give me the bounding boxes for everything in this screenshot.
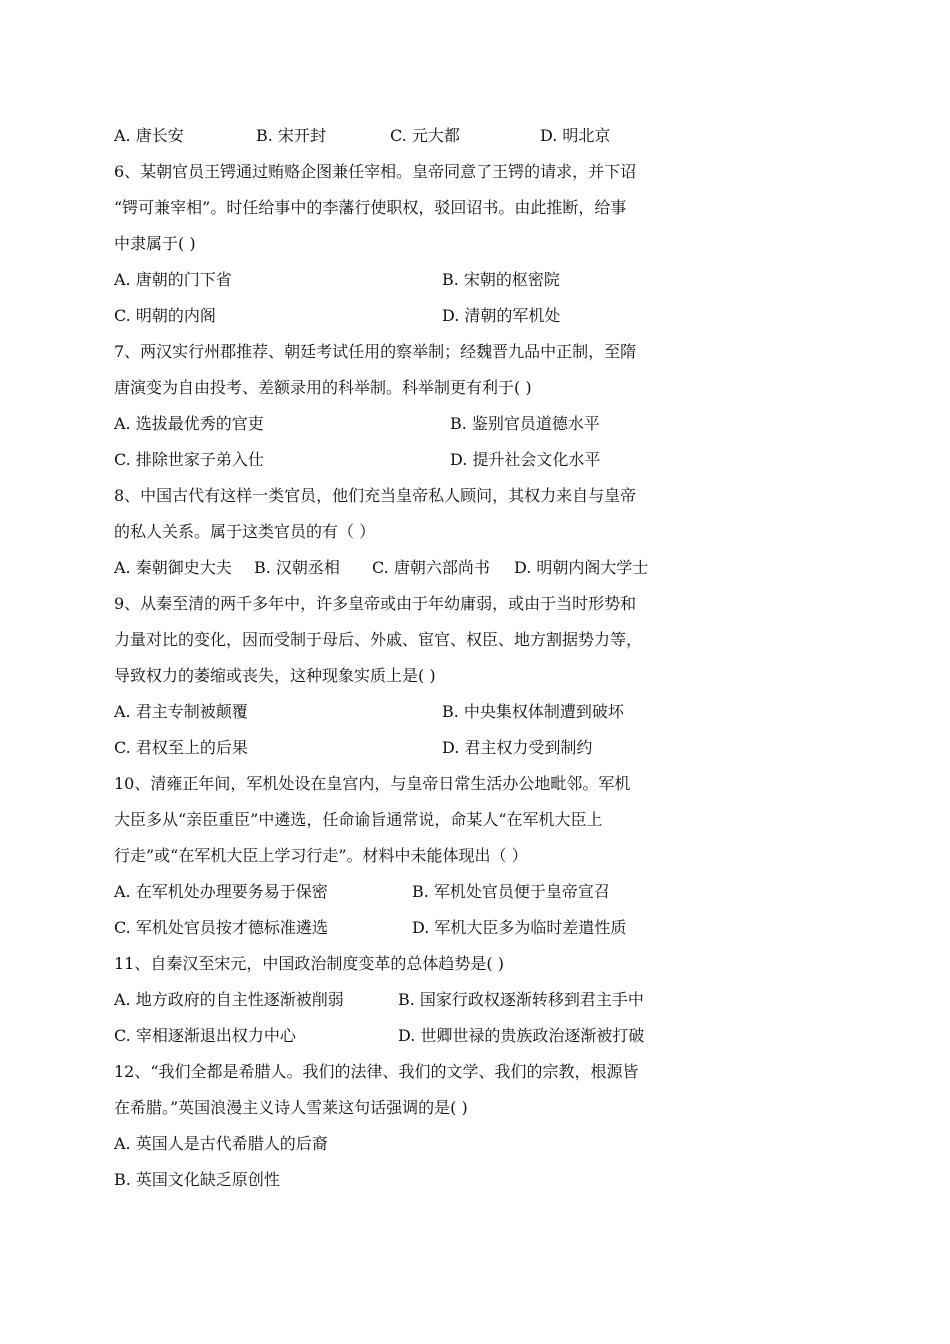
q6-option-a[interactable]: A. 唐朝的门下省 — [114, 270, 232, 289]
q8-option-a[interactable]: A. 秦朝御史大夫 — [114, 558, 232, 577]
q5-option-d[interactable]: D. 明北京 — [540, 126, 611, 145]
q9-option-d[interactable]: D. 君主权力受到制约 — [442, 738, 593, 757]
q5-option-a[interactable]: A. 唐长安 — [114, 126, 184, 145]
q10-option-b[interactable]: B. 军机处官员便于皇帝宣召 — [412, 882, 610, 901]
q6-option-c[interactable]: C. 明朝的内阁 — [114, 306, 216, 325]
q11-option-a[interactable]: A. 地方政府的自主性逐渐被削弱 — [114, 990, 344, 1009]
q9-option-c[interactable]: C. 君权至上的后果 — [114, 738, 248, 757]
q10-stem-line-1: 10、清雍正年间，军机处设在皇宫内，与皇帝日常生活办公地毗邻。军机 — [114, 774, 631, 793]
q9-option-b[interactable]: B. 中央集权体制遭到破坏 — [442, 702, 624, 721]
q11-option-c[interactable]: C. 宰相逐渐退出权力中心 — [114, 1026, 296, 1045]
q12-stem-line-1: 12、“我们全都是希腊人。我们的法律、我们的文学、我们的宗教，根源皆 — [114, 1062, 639, 1081]
q8-stem-line-2: 的私人关系。属于这类官员的有（ ） — [114, 522, 376, 541]
q10-option-c[interactable]: C. 军机处官员按才德标准遴选 — [114, 918, 328, 937]
q8-option-c[interactable]: C. 唐朝六部尚书 — [372, 558, 490, 577]
q11-option-d[interactable]: D. 世卿世禄的贵族政治逐渐被打破 — [398, 1026, 645, 1045]
q5-option-b[interactable]: B. 宋开封 — [256, 126, 326, 145]
q9-option-a[interactable]: A. 君主专制被颠覆 — [114, 702, 248, 721]
q10-stem-line-2: 大臣多从“亲臣重臣”中遴选，任命谕旨通常说，命某人“在军机大臣上 — [114, 810, 603, 829]
q7-stem-line-1: 7、两汉实行州郡推荐、朝廷考试任用的察举制；经魏晋九品中正制，至隋 — [114, 342, 637, 361]
q11-option-b[interactable]: B. 国家行政权逐渐转移到君主手中 — [398, 990, 644, 1009]
q9-stem-line-2: 力量对比的变化，因而受制于母后、外戚、宦官、权臣、地方割据势力等， — [114, 630, 643, 649]
q9-stem-line-1: 9、从秦至清的两千多年中，许多皇帝或由于年幼庸弱，或由于当时形势和 — [114, 594, 637, 613]
q8-option-b[interactable]: B. 汉朝丞相 — [254, 558, 340, 577]
q5-option-c[interactable]: C. 元大都 — [390, 126, 460, 145]
q6-stem-line-3: 中隶属于( ) — [114, 234, 196, 253]
q10-option-d[interactable]: D. 军机大臣多为临时差遣性质 — [412, 918, 627, 937]
q8-option-d[interactable]: D. 明朝内阁大学士 — [514, 558, 649, 577]
q11-stem-line-1: 11、自秦汉至宋元，中国政治制度变革的总体趋势是( ) — [114, 954, 504, 973]
q7-option-a[interactable]: A. 选拔最优秀的官吏 — [114, 414, 264, 433]
q6-option-b[interactable]: B. 宋朝的枢密院 — [442, 270, 560, 289]
q7-option-d[interactable]: D. 提升社会文化水平 — [450, 450, 601, 469]
q9-stem-line-3: 导致权力的萎缩或丧失，这种现象实质上是( ) — [114, 666, 436, 685]
q6-option-d[interactable]: D. 清朝的军机处 — [442, 306, 561, 325]
q7-stem-line-2: 唐演变为自由投考、差额录用的科举制。科举制更有利于( ) — [114, 378, 532, 397]
q10-option-a[interactable]: A. 在军机处办理要务易于保密 — [114, 882, 328, 901]
q12-option-b[interactable]: B. 英国文化缺乏原创性 — [114, 1170, 280, 1189]
q8-stem-line-1: 8、中国古代有这样一类官员，他们充当皇帝私人顾问，其权力来自与皇帝 — [114, 486, 637, 505]
q7-option-c[interactable]: C. 排除世家子弟入仕 — [114, 450, 264, 469]
q6-stem-line-1: 6、某朝官员王锷通过贿赂企图兼任宰相。皇帝同意了王锷的请求，并下诏 — [114, 162, 637, 181]
q7-option-b[interactable]: B. 鉴别官员道德水平 — [450, 414, 600, 433]
q12-stem-line-2: 在希腊。”英国浪漫主义诗人雪莱这句话强调的是( ) — [114, 1098, 468, 1117]
q6-stem-line-2: “锷可兼宰相”。时任给事中的李藩行使职权，驳回诏书。由此推断，给事 — [114, 198, 627, 217]
q12-option-a[interactable]: A. 英国人是古代希腊人的后裔 — [114, 1134, 328, 1153]
q10-stem-line-3: 行走”或“在军机大臣上学习行走”。材料中未能体现出（ ） — [114, 846, 528, 865]
